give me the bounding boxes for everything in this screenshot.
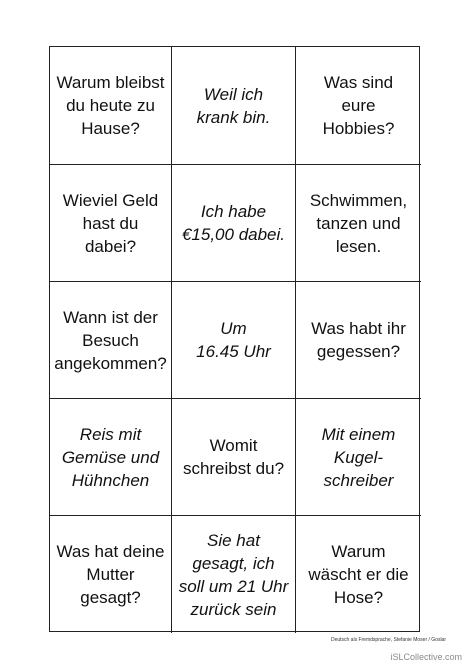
site-watermark: iSLCollective.com — [390, 652, 462, 662]
card-14: Warum wäscht er die Hose? — [308, 542, 409, 607]
card-3: Wieviel Geld hast du dabei? — [50, 165, 172, 282]
card-grid — [49, 46, 420, 632]
card-1: Weil ich krank bin. — [172, 47, 296, 165]
card-2: Was sind eure Hobbies? — [296, 47, 421, 165]
card-11: Mit einem Kugel- schreiber — [296, 399, 421, 516]
card-9: Reis mit Gemüse und Hühnchen — [50, 399, 172, 516]
card-0: Warum bleibst du heute zu Hause? — [50, 47, 172, 165]
card-10: Womit schreibst du? — [172, 399, 296, 516]
card-5: Schwimmen, tanzen und lesen. — [296, 165, 421, 282]
card-8: Was habt ihr gegessen? — [296, 282, 421, 399]
footer-credit: Deutsch als Fremdsprache, Stefanie Moser / Goslar — [330, 637, 446, 643]
card-7: Um 16.45 Uhr — [172, 282, 296, 399]
card-13: Sie hat gesagt, ich soll um 21 Uhr zurück sein — [172, 516, 296, 633]
card-6: Wann ist der Besuch angekommen? — [50, 282, 172, 399]
card-12: Was hat deine Mutter gesagt? — [50, 516, 172, 633]
card-4: Ich habe €15,00 dabei. — [172, 165, 296, 282]
